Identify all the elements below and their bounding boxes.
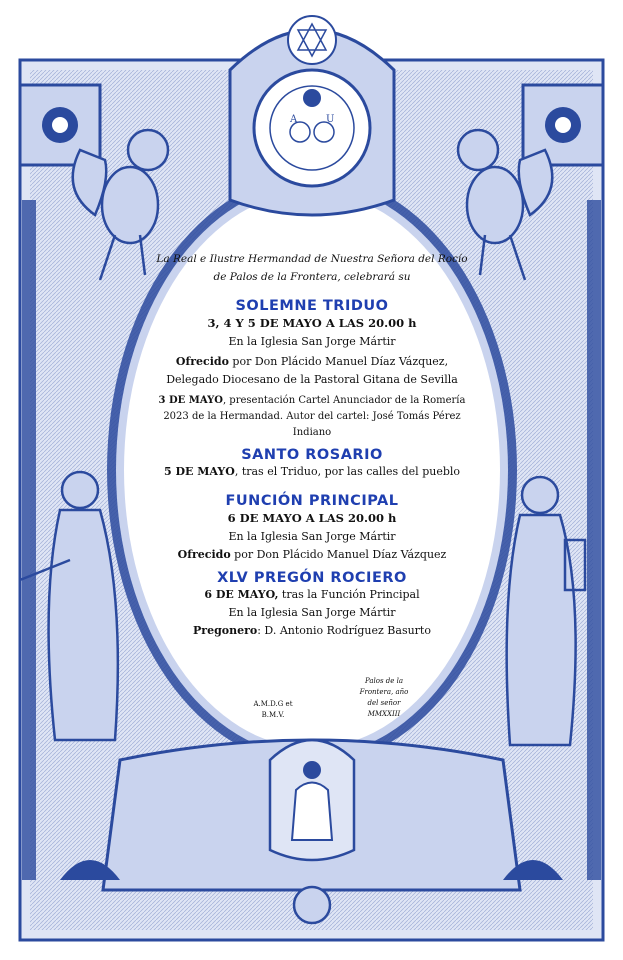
intro-line-1: La Real e Ilustre Hermandad de Nuestra Señora del Rocío	[156, 253, 468, 265]
seal-letter-a: A	[290, 114, 298, 125]
intro-line-2: de Palos de la Frontera, celebrará su	[213, 271, 411, 283]
pregon-place: En la Iglesia San Jorge Mártir	[228, 606, 396, 619]
triduo-offered-line2: Delegado Diocesano de la Pastoral Gitana de Sevilla	[166, 373, 458, 386]
funcion-offered-label: Ofrecido	[177, 548, 231, 561]
triduo-place: En la Iglesia San Jorge Mártir	[228, 335, 396, 348]
triduo-offered-label: Ofrecido	[175, 355, 229, 368]
triduo-dates: 3, 4 Y 5 DE MAYO A LAS 20.00 h	[207, 316, 417, 330]
footer-right-line-2: Frontera, año	[359, 688, 409, 696]
pregon-date-bold: 6 DE MAYO,	[204, 588, 279, 601]
funcion-dates: 6 DE MAYO A LAS 20.00 h	[227, 511, 397, 525]
pregon-speaker-text: : D. Antonio Rodríguez Basurto	[257, 624, 431, 637]
event-program	[150, 250, 474, 640]
hermandad-seal	[254, 70, 370, 186]
pregon-date	[150, 586, 474, 604]
heading-santo-rosario: SANTO ROSARIO	[241, 447, 383, 463]
seal-letter-u: U	[326, 114, 335, 125]
triduo-note-text: , presentación Cartel Anunciador de la Romería	[222, 395, 466, 406]
footer-right-line-4: MMXXIII	[367, 710, 401, 718]
footer-amdg	[248, 699, 298, 721]
funcion-place: En la Iglesia San Jorge Mártir	[228, 530, 396, 543]
pregon-date-text: tras la Función Principal	[281, 588, 420, 601]
footer-left-line-2: B.M.V.	[261, 711, 285, 719]
footer-right-line-3: del señor	[367, 699, 401, 707]
heading-solemne-triduo: SOLEMNE TRIDUO	[235, 298, 389, 314]
heading-funcion-principal: FUNCIÓN PRINCIPAL	[225, 493, 399, 509]
rosario-date	[150, 463, 474, 481]
footer-right-line-1: Palos de la	[364, 677, 404, 685]
triduo-offered	[150, 353, 474, 371]
footer-left-line-1: A.M.D.G et	[253, 700, 293, 708]
triduo-note-line2: 2023 de la Hermandad. Autor del cartel: José Tomás Pérez Indiano	[163, 411, 461, 438]
rosario-date-bold: 5 DE MAYO	[163, 465, 235, 478]
pregon-speaker-label: Pregonero	[193, 624, 258, 637]
funcion-offered	[150, 546, 474, 564]
pregon-speaker	[150, 622, 474, 640]
funcion-offered-text: por Don Plácido Manuel Díaz Vázquez	[234, 548, 447, 561]
footer-date	[354, 676, 414, 720]
rosario-date-text: , tras el Triduo, por las calles del pueblo	[234, 465, 461, 478]
triduo-note	[150, 393, 474, 409]
triduo-offered-text: por Don Plácido Manuel Díaz Vázquez,	[232, 355, 449, 368]
triduo-note-date: 3 DE MAYO	[158, 395, 223, 406]
heading-xlv-pregon-rociero: XLV PREGÓN ROCIERO	[217, 570, 407, 586]
mask-ornament	[294, 887, 330, 923]
